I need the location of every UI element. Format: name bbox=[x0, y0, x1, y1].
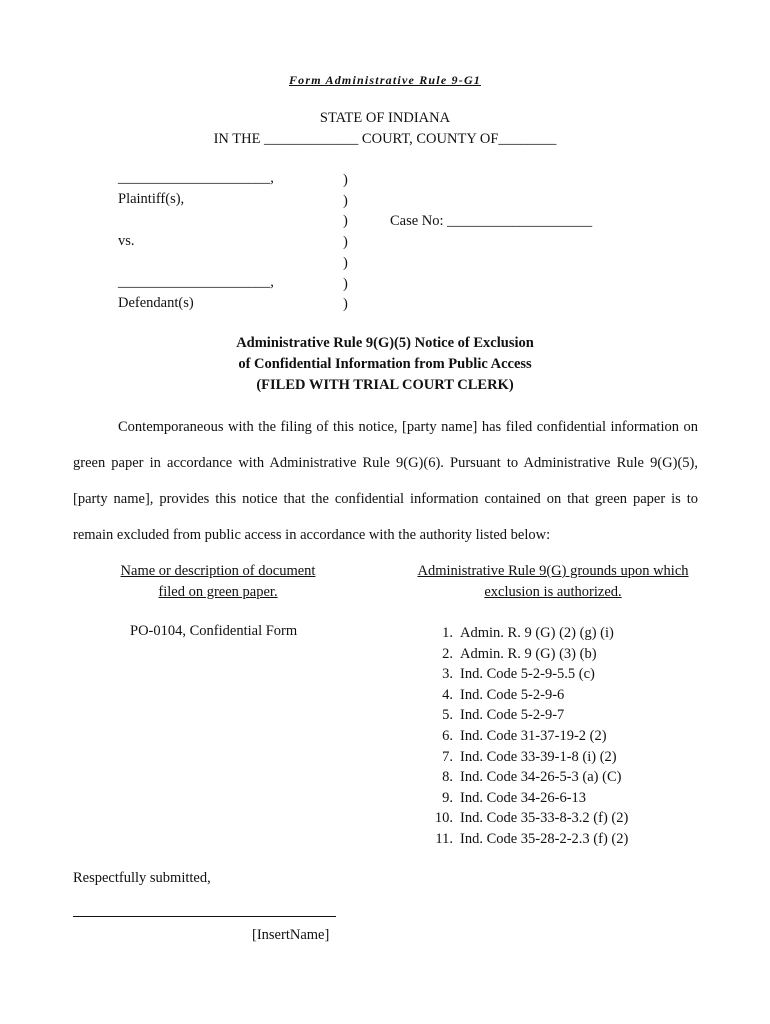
grounds-item-number: 8. bbox=[442, 769, 453, 786]
notice-title-line-3: (FILED WITH TRIAL COURT CLERK) bbox=[256, 377, 514, 393]
grounds-column-header-line-2: exclusion is authorized. bbox=[484, 583, 622, 600]
defendant-label: Defendant(s) bbox=[118, 295, 194, 311]
grounds-item-text: Ind. Code 33-39-1-8 (i) (2) bbox=[460, 748, 617, 765]
grounds-item-number: 1. bbox=[442, 625, 453, 641]
case-number-field: Case No: ____________________ bbox=[390, 213, 593, 229]
grounds-item-text: Ind. Code 34-26-6-13 bbox=[460, 789, 587, 806]
plaintiff-label: Plaintiff(s), bbox=[118, 191, 185, 207]
court-county-line: IN THE _____________ COURT, COUNTY OF________ bbox=[213, 131, 557, 147]
notice-body-text: Contemporaneous with the filing of this notice, [party name] has filed confidential information on green paper in accordance with Administrative Rule 9(G)(6). Pursuant to Administrative Rule 9(G)(5), [party name], provides this notice that the confidential information contained on that green paper is to remain excluded from public access in accordance with the authority listed below: bbox=[73, 419, 698, 543]
notice-title-line-1: Administrative Rule 9(G)(5) Notice of Exclusion bbox=[236, 335, 534, 351]
grounds-list-item bbox=[413, 788, 628, 809]
caption-paren: ) bbox=[343, 296, 348, 312]
grounds-item-text: Ind. Code 5-2-9-6 bbox=[460, 686, 565, 703]
caption-paren: ) bbox=[343, 255, 348, 271]
form-title: Form Administrative Rule 9-G1 bbox=[288, 73, 482, 87]
caption-paren: ) bbox=[343, 172, 348, 188]
grounds-list-item bbox=[413, 767, 628, 788]
grounds-item-text: Ind. Code 35-28-2-2.3 (f) (2) bbox=[460, 830, 629, 847]
versus-label: vs. bbox=[118, 233, 135, 249]
grounds-item-number: 7. bbox=[442, 748, 453, 765]
grounds-item-text: Ind. Code 5-2-9-5.5 (c) bbox=[460, 666, 595, 683]
grounds-list-item bbox=[413, 664, 628, 685]
grounds-item-text: Admin. R. 9 (G) (2) (g) (i) bbox=[460, 625, 614, 641]
document-description: PO-0104, Confidential Form bbox=[130, 623, 298, 639]
grounds-item-number: 10. bbox=[434, 810, 453, 827]
grounds-column-header-line-1: Administrative Rule 9(G) grounds upon which bbox=[417, 563, 689, 579]
notice-title-line-2: of Confidential Information from Public Access bbox=[238, 356, 532, 372]
grounds-list bbox=[413, 623, 628, 850]
grounds-item-text: Ind. Code 5-2-9-7 bbox=[460, 707, 565, 724]
document-column-header bbox=[100, 561, 336, 602]
grounds-item-number: 6. bbox=[442, 727, 453, 744]
plaintiff-blank: _____________________, bbox=[118, 170, 274, 186]
caption-paren: ) bbox=[343, 234, 348, 250]
grounds-list-item bbox=[413, 685, 628, 706]
grounds-item-number: 5. bbox=[442, 707, 453, 724]
grounds-item-number: 4. bbox=[442, 686, 453, 703]
grounds-item-text: Ind. Code 35-33-8-3.2 (f) (2) bbox=[460, 810, 629, 827]
grounds-list-item bbox=[413, 829, 628, 850]
grounds-list-item bbox=[413, 726, 628, 747]
grounds-list-item bbox=[413, 808, 628, 829]
grounds-item-text: Ind. Code 34-26-5-3 (a) (C) bbox=[460, 769, 622, 786]
grounds-list-item bbox=[413, 705, 628, 726]
grounds-list-item bbox=[413, 623, 628, 644]
caption-paren: ) bbox=[343, 193, 348, 209]
document-column-header-line-1: Name or description of document bbox=[120, 563, 316, 579]
caption-paren: ) bbox=[343, 276, 348, 292]
grounds-column-header bbox=[398, 561, 708, 602]
document-column-header-line-2: filed on green paper. bbox=[158, 583, 278, 600]
grounds-list-item bbox=[413, 747, 628, 768]
grounds-list-item bbox=[413, 644, 628, 665]
state-heading: STATE OF INDIANA bbox=[319, 110, 451, 126]
grounds-item-text: Admin. R. 9 (G) (3) (b) bbox=[460, 645, 597, 662]
grounds-item-number: 9. bbox=[442, 789, 453, 806]
signature-name: [InsertName] bbox=[252, 927, 330, 943]
closing-text: Respectfully submitted, bbox=[73, 870, 211, 886]
caption-paren: ) bbox=[343, 213, 348, 229]
grounds-item-number: 11. bbox=[435, 830, 453, 847]
grounds-item-number: 3. bbox=[442, 666, 453, 683]
grounds-item-number: 2. bbox=[442, 645, 453, 662]
defendant-blank: _____________________, bbox=[118, 274, 274, 290]
grounds-item-text: Ind. Code 31-37-19-2 (2) bbox=[460, 727, 607, 744]
notice-body-paragraph bbox=[73, 409, 698, 553]
signature-line bbox=[73, 916, 336, 917]
